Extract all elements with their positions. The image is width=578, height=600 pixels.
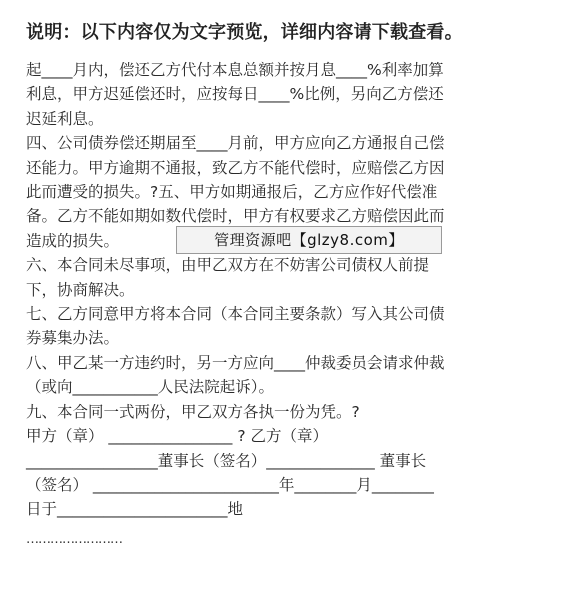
watermark-banner: 管理资源吧【glzy8.com】: [176, 226, 442, 254]
text-line: 券募集办法。: [26, 329, 120, 348]
text-line: 六、本合同未尽事项，由甲乙双方在不妨害公司债权人前提: [26, 256, 430, 275]
signature-line: 日于______________________地: [26, 500, 244, 519]
document-body: [26, 58, 556, 522]
text-line: 迟延利息。: [26, 109, 104, 128]
continuation-ellipsis: ……………………: [26, 532, 122, 547]
text-line: 备。乙方不能如期如数代偿时，甲方有权要求乙方赔偿因此而: [26, 207, 445, 226]
text-line: 此而遭受的损失。?五、甲方如期通报后，乙方应作好代偿准: [26, 183, 438, 202]
text-line: 利息，甲方迟延偿还时，应按每日____%比例，另向乙方偿还: [26, 85, 444, 104]
text-line: 八、甲乙某一方违约时，另一方应向____仲裁委员会请求仲裁: [26, 353, 445, 372]
text-line: 还能力。甲方逾期不通报，致乙方不能代偿时，应赔偿乙方因: [26, 158, 445, 177]
signature-line: 甲方（章） ________________ ? 乙方（章）: [26, 427, 329, 446]
text-line: 起____月内，偿还乙方代付本息总额并按月息____%利率加算: [26, 61, 444, 79]
text-line: 九、本合同一式两份，甲乙双方各执一份为凭。?: [26, 402, 360, 421]
preview-notice: 说明：以下内容仅为文字预览，详细内容请下载查看。: [26, 22, 463, 43]
text-line: 造成的损失。: [26, 231, 120, 250]
text-line: 四、公司债券偿还期届至____月前，甲方应向乙方通报自己偿: [26, 134, 445, 153]
text-line: 下，协商解决。: [26, 280, 135, 299]
signature-line: _________________董事长（签名）______________ 董事长: [26, 451, 427, 470]
text-line: （或向___________人民法院起诉）。: [26, 378, 275, 397]
text-line: 七、乙方同意甲方将本合同（本合同主要条款）写入其公司债: [26, 305, 445, 324]
signature-line: （签名） ________________________年________月________: [26, 475, 434, 494]
